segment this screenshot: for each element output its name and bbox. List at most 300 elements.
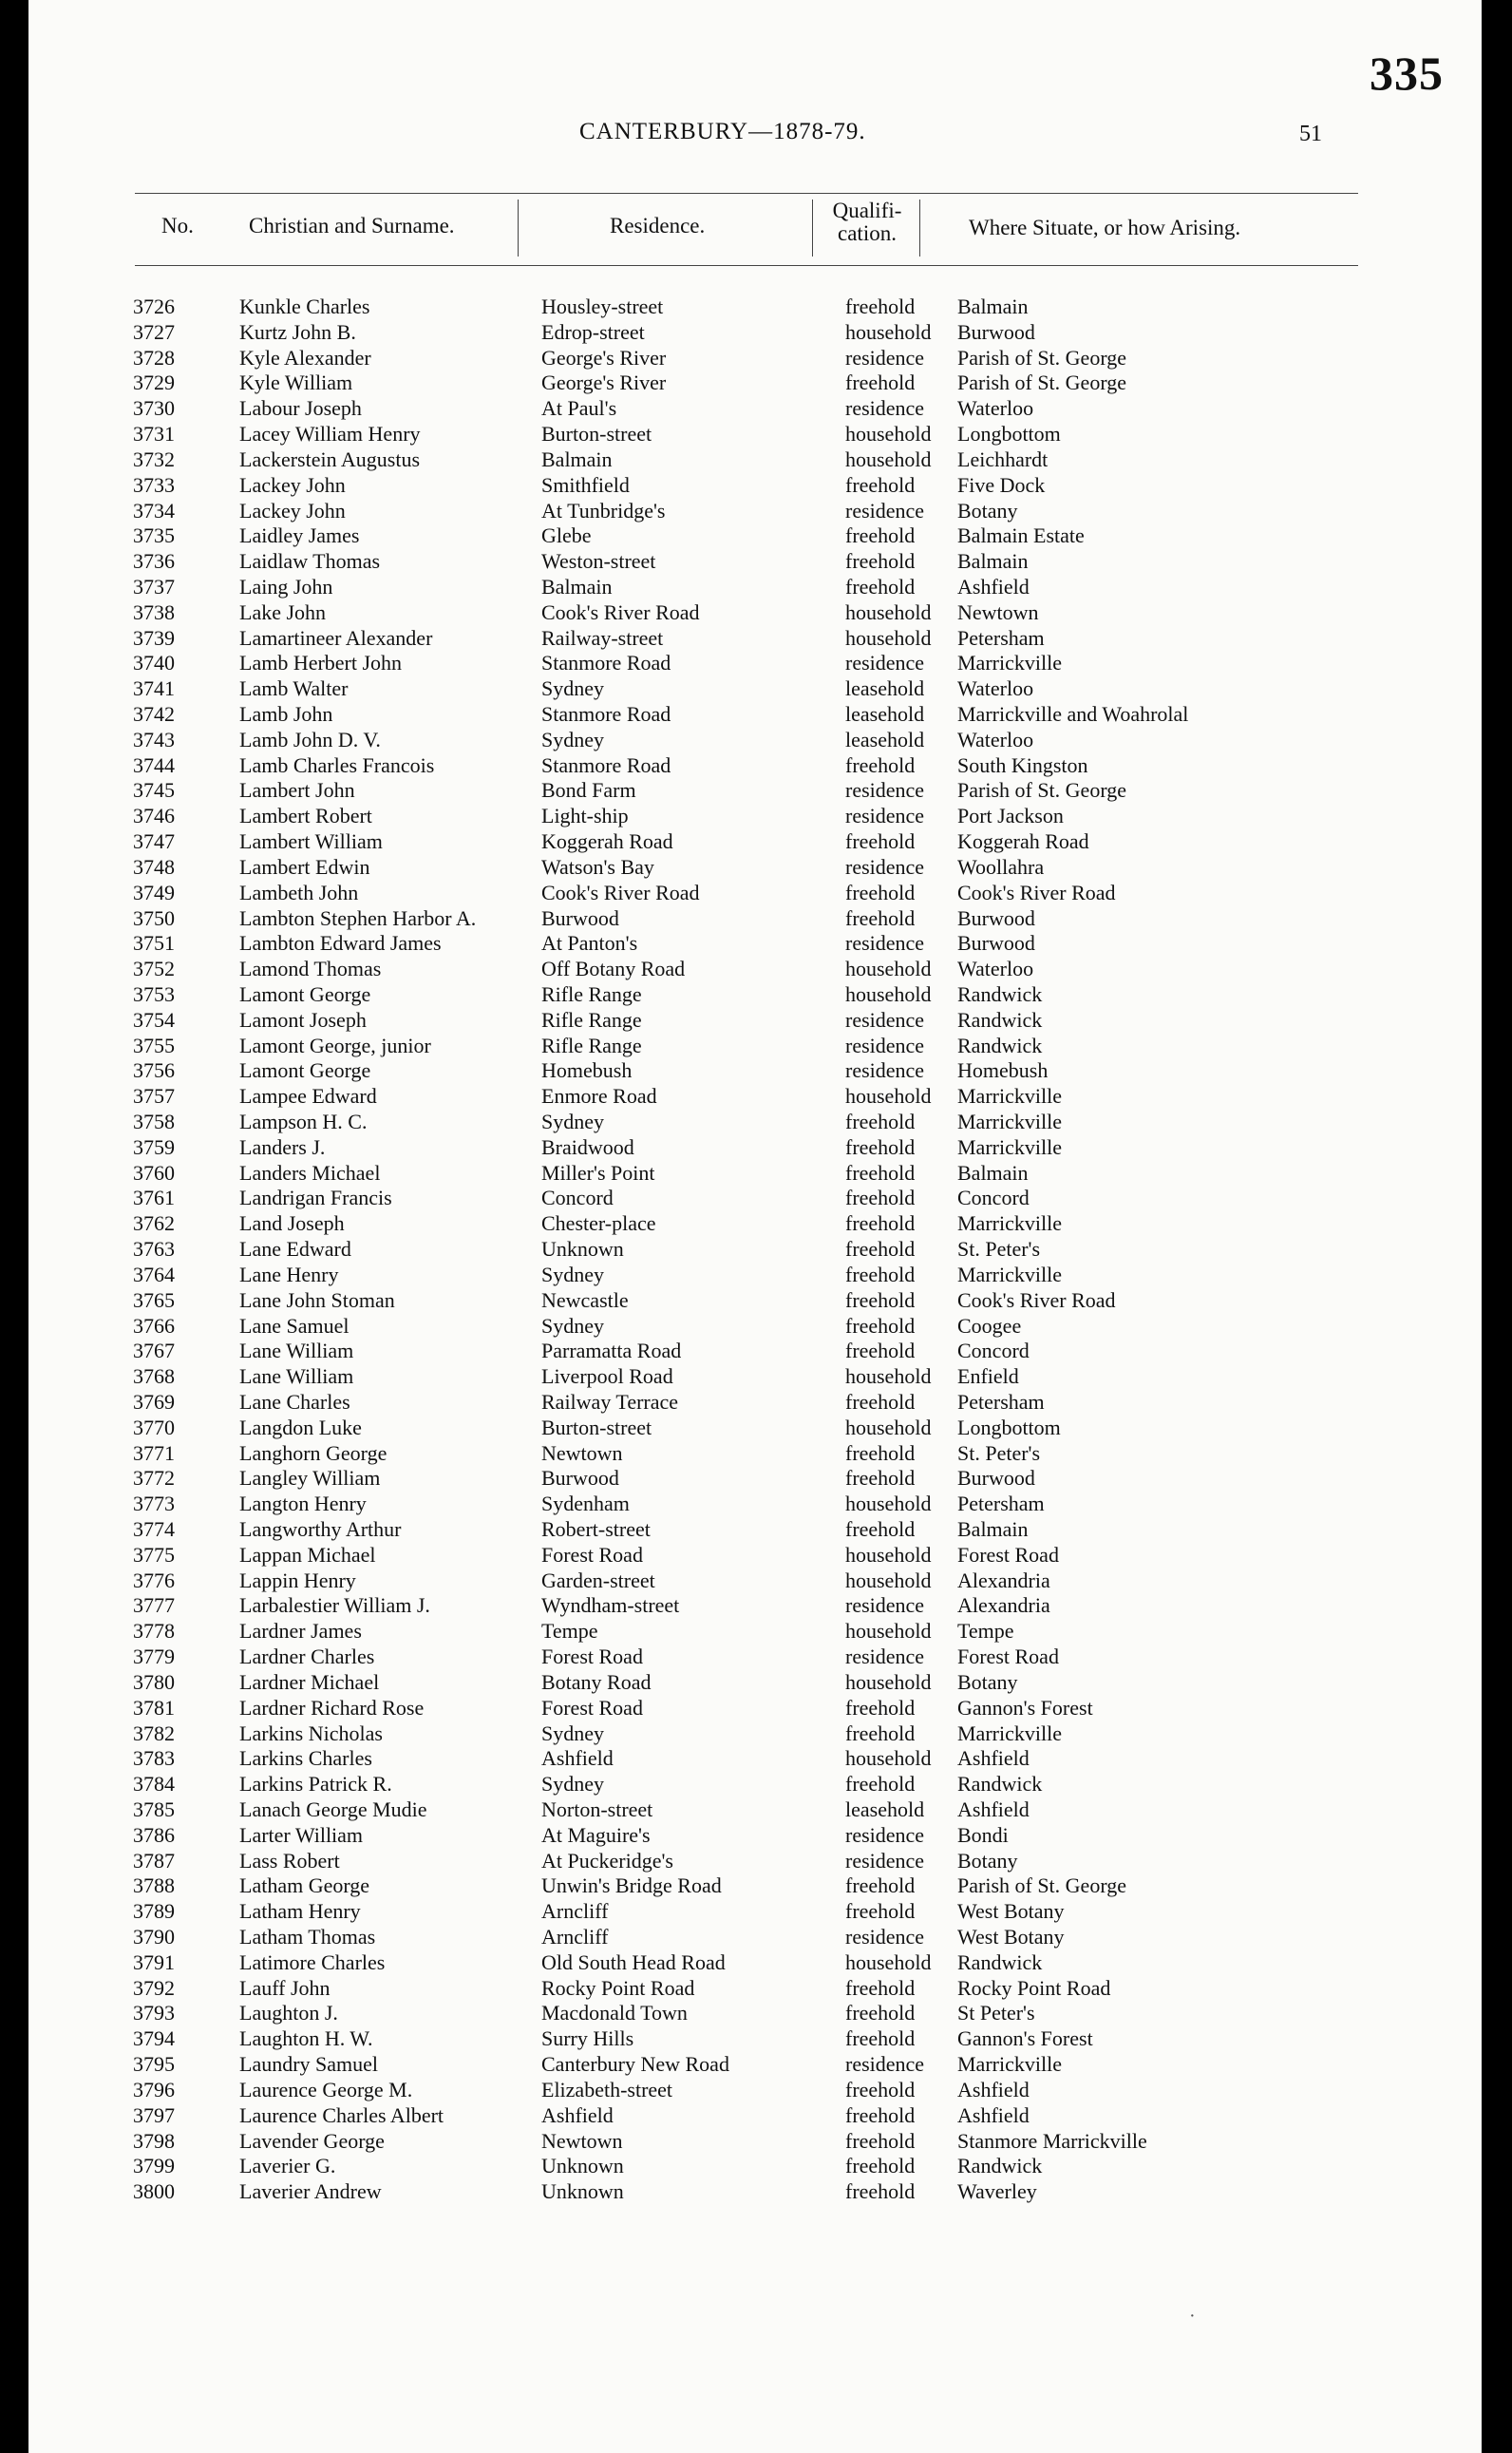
residence: Sydney xyxy=(541,1772,604,1797)
where-situate: Ashfield xyxy=(957,574,1030,599)
entry-number: 3732 xyxy=(133,447,175,471)
where-situate: Port Jackson xyxy=(957,804,1064,828)
entry-number: 3798 xyxy=(133,2128,175,2153)
qualification: household xyxy=(845,422,932,447)
table-row xyxy=(133,499,1396,524)
elector-name: Lane John Stoman xyxy=(239,1287,395,1312)
elector-name: Kurtz John B. xyxy=(239,319,356,344)
residence: Elizabeth-street xyxy=(541,2077,673,2101)
residence: Braidwood xyxy=(541,1134,634,1159)
table-row xyxy=(133,1008,1396,1034)
elector-name: Langworthy Arthur xyxy=(239,1517,402,1541)
qualification: residence xyxy=(845,1058,925,1083)
where-situate: Marrickville xyxy=(957,1110,1062,1133)
qualification: freehold xyxy=(845,1211,916,1236)
residence: Rifle Range xyxy=(541,1033,642,1057)
table-row xyxy=(133,1849,1396,1874)
table-row xyxy=(133,2052,1396,2078)
residence: Balmain xyxy=(541,574,613,599)
elector-name: Langton Henry xyxy=(239,1492,367,1516)
elector-name: Laundry Samuel xyxy=(239,2052,379,2077)
entry-number: 3741 xyxy=(133,676,175,701)
elector-name: Lamb Herbert John xyxy=(239,651,403,675)
entry-number: 3780 xyxy=(133,1669,175,1694)
entry-number: 3734 xyxy=(133,498,175,523)
entry-number: 3800 xyxy=(133,2179,175,2204)
elector-name: Lambert Robert xyxy=(239,804,372,828)
table-row xyxy=(133,651,1396,676)
entry-number: 3774 xyxy=(133,1517,175,1541)
qualification: household xyxy=(845,957,932,981)
entry-number: 3784 xyxy=(133,1772,175,1797)
entry-number: 3747 xyxy=(133,829,175,854)
entry-number: 3738 xyxy=(133,599,175,624)
residence: At Puckeridge's xyxy=(541,1848,673,1873)
elector-name: Laurence George M. xyxy=(239,2077,413,2101)
residence: Unknown xyxy=(541,2179,624,2204)
elector-name: Lambert William xyxy=(239,829,383,854)
qualification: leasehold xyxy=(845,1797,925,1821)
table-row xyxy=(133,1950,1396,1976)
qualification: household xyxy=(845,599,932,624)
where-situate: Petersham xyxy=(957,625,1045,650)
table-row xyxy=(133,549,1396,575)
table-row xyxy=(133,906,1396,932)
residence: Watson's Bay xyxy=(541,854,654,879)
qualification: freehold xyxy=(845,1695,916,1720)
where-situate: Balmain xyxy=(957,295,1029,318)
where-situate: Five Dock xyxy=(957,472,1046,497)
residence: Homebush xyxy=(541,1058,633,1083)
entry-number: 3776 xyxy=(133,1568,175,1592)
header-rule-bottom xyxy=(135,265,1358,266)
where-situate: Marrickville xyxy=(957,2052,1062,2077)
qualification: freehold xyxy=(845,1721,916,1745)
where-situate: Marrickville xyxy=(957,1721,1062,1745)
table-row xyxy=(133,2078,1396,2103)
qualification: freehold xyxy=(845,2077,916,2101)
entry-number: 3790 xyxy=(133,1925,175,1949)
table-row xyxy=(133,1492,1396,1517)
table-row xyxy=(133,1263,1396,1288)
table-row xyxy=(133,422,1396,447)
qualification: freehold xyxy=(845,574,916,599)
residence: Burton-street xyxy=(541,422,652,447)
table-row xyxy=(133,2179,1396,2205)
table-row xyxy=(133,371,1396,396)
where-situate: St. Peter's xyxy=(957,1237,1041,1262)
where-situate: Parish of St. George xyxy=(957,345,1127,370)
residence: Sydney xyxy=(541,1262,604,1286)
elector-name: Lambeth John xyxy=(239,880,359,904)
header-rule-top xyxy=(135,193,1358,194)
table-row xyxy=(133,2026,1396,2052)
header-qualification: Qualifi- cation. xyxy=(832,199,902,245)
elector-name: Latham Thomas xyxy=(239,1925,376,1949)
elector-name: Lamb Walter xyxy=(239,676,349,701)
entry-number: 3771 xyxy=(133,1440,175,1465)
residence: Garden-street xyxy=(541,1568,655,1592)
qualification: freehold xyxy=(845,2179,916,2204)
entry-number: 3770 xyxy=(133,1415,175,1439)
entry-number: 3755 xyxy=(133,1033,175,1057)
residence: Newcastle xyxy=(541,1287,629,1312)
table-row xyxy=(133,1314,1396,1340)
qualification: residence xyxy=(845,1033,925,1057)
qualification: household xyxy=(845,625,932,650)
where-situate: Longbottom xyxy=(957,422,1061,447)
entry-number: 3792 xyxy=(133,1975,175,2000)
qualification: household xyxy=(845,1568,932,1592)
qualification: household xyxy=(845,1619,932,1644)
entry-number: 3768 xyxy=(133,1364,175,1389)
elector-name: Latham Henry xyxy=(239,1899,361,1924)
header-where: Where Situate, or how Arising. xyxy=(969,216,1241,239)
residence: At Paul's xyxy=(541,396,617,421)
elector-name: Lanach George Mudie xyxy=(239,1797,427,1821)
elector-name: Lane Henry xyxy=(239,1262,339,1286)
qualification: freehold xyxy=(845,1873,916,1898)
residence: Stanmore Road xyxy=(541,651,671,675)
elector-name: Laverier G. xyxy=(239,2154,336,2178)
table-row xyxy=(133,1211,1396,1237)
residence: Forest Road xyxy=(541,1542,643,1567)
qualification: residence xyxy=(845,1822,925,1847)
qualification: residence xyxy=(845,396,925,421)
table-row xyxy=(133,1593,1396,1619)
entry-number: 3731 xyxy=(133,422,175,447)
where-situate: Parish of St. George xyxy=(957,778,1127,803)
where-situate: Parish of St. George xyxy=(957,1873,1127,1898)
where-situate: Balmain xyxy=(957,1517,1029,1541)
qualification: freehold xyxy=(845,2102,916,2127)
table-row xyxy=(133,1034,1396,1059)
where-situate: Burwood xyxy=(957,319,1035,344)
where-situate: Marrickville xyxy=(957,1084,1062,1109)
table-row xyxy=(133,1084,1396,1110)
elector-name: Kyle Alexander xyxy=(239,345,371,370)
where-situate: Randwick xyxy=(957,981,1043,1006)
page-number: 51 xyxy=(1299,122,1322,146)
entry-number: 3743 xyxy=(133,727,175,751)
table-row xyxy=(133,600,1396,626)
qualification: residence xyxy=(845,778,925,803)
where-situate: Burwood xyxy=(957,1466,1035,1491)
elector-name: Laughton J. xyxy=(239,2001,338,2025)
table-row xyxy=(133,1696,1396,1721)
table-row xyxy=(133,982,1396,1008)
elector-name: Larter William xyxy=(239,1822,364,1847)
elector-name: Landers J. xyxy=(239,1134,326,1159)
where-situate: West Botany xyxy=(957,1899,1065,1924)
table-row xyxy=(133,1288,1396,1314)
qualification: freehold xyxy=(845,1772,916,1797)
table-row xyxy=(133,1976,1396,2002)
residence: Arncliff xyxy=(541,1925,609,1949)
residence: Stanmore Road xyxy=(541,752,671,777)
qualification: household xyxy=(845,1669,932,1694)
residence: Off Botany Road xyxy=(541,957,686,981)
where-situate: Balmain xyxy=(957,1160,1029,1185)
table-row xyxy=(133,829,1396,855)
where-situate: Randwick xyxy=(957,1772,1043,1797)
entry-number: 3762 xyxy=(133,1211,175,1236)
residence: Enmore Road xyxy=(541,1084,657,1109)
elector-name: Lackey John xyxy=(239,472,346,497)
entry-number: 3775 xyxy=(133,1542,175,1567)
elector-name: Lake John xyxy=(239,599,327,624)
residence: Bond Farm xyxy=(541,778,636,803)
residence: Weston-street xyxy=(541,549,656,574)
qualification: residence xyxy=(845,854,925,879)
header-no: No. xyxy=(161,214,194,238)
elector-name: Lambert Edwin xyxy=(239,854,370,879)
residence: Balmain xyxy=(541,447,613,471)
where-situate: Alexandria xyxy=(957,1568,1050,1592)
elector-name: Lauff John xyxy=(239,1975,331,2000)
table-row xyxy=(133,728,1396,753)
qualification: household xyxy=(845,1084,932,1109)
where-situate: Balmain xyxy=(957,549,1029,574)
elector-name: Laing John xyxy=(239,574,333,599)
elector-name: Lackey John xyxy=(239,498,346,523)
where-situate: West Botany xyxy=(957,1925,1065,1949)
residence: Forest Road xyxy=(541,1695,643,1720)
qualification: residence xyxy=(845,1848,925,1873)
where-situate: Marrickville xyxy=(957,1134,1062,1159)
entry-number: 3739 xyxy=(133,625,175,650)
table-row xyxy=(133,1416,1396,1441)
qualification: freehold xyxy=(845,1440,916,1465)
entry-number: 3782 xyxy=(133,1721,175,1745)
qualification: freehold xyxy=(845,1237,916,1262)
elector-name: Larkins Patrick R. xyxy=(239,1772,392,1797)
residence: Housley-street xyxy=(541,295,664,318)
elector-name: Lardner James xyxy=(239,1619,362,1644)
where-situate: Botany xyxy=(957,1669,1018,1694)
column-divider xyxy=(919,200,920,257)
where-situate: Leichhardt xyxy=(957,447,1049,471)
entry-number: 3748 xyxy=(133,854,175,879)
where-situate: Newtown xyxy=(957,599,1039,624)
where-situate: Botany xyxy=(957,498,1018,523)
entry-number: 3759 xyxy=(133,1134,175,1159)
elector-name: Landrigan Francis xyxy=(239,1186,392,1210)
residence: Concord xyxy=(541,1186,614,1210)
residence: Tempe xyxy=(541,1619,598,1644)
entry-number: 3763 xyxy=(133,1237,175,1262)
where-situate: Waverley xyxy=(957,2179,1037,2204)
entry-number: 3752 xyxy=(133,957,175,981)
where-situate: Woollahra xyxy=(957,854,1045,879)
qualification: household xyxy=(845,1542,932,1567)
table-row xyxy=(133,1823,1396,1849)
where-situate: Homebush xyxy=(957,1058,1049,1083)
residence: Sydney xyxy=(541,727,604,751)
entry-number: 3744 xyxy=(133,752,175,777)
elector-name: Laughton H. W. xyxy=(239,2026,373,2051)
entry-number: 3788 xyxy=(133,1873,175,1898)
table-row xyxy=(133,1186,1396,1211)
entry-number: 3779 xyxy=(133,1645,175,1669)
qualification: freehold xyxy=(845,1899,916,1924)
qualification: freehold xyxy=(845,1186,916,1210)
qualification: freehold xyxy=(845,1389,916,1414)
entry-number: 3746 xyxy=(133,804,175,828)
qualification: household xyxy=(845,981,932,1006)
elector-name: Lane William xyxy=(239,1364,354,1389)
residence: Sydney xyxy=(541,1721,604,1745)
table-row xyxy=(133,1746,1396,1772)
where-situate: Koggerah Road xyxy=(957,829,1089,854)
elector-name: Lambton Stephen Harbor A. xyxy=(239,905,477,930)
residence: Edrop-street xyxy=(541,319,645,344)
where-situate: Bondi xyxy=(957,1822,1009,1847)
table-row xyxy=(133,523,1396,549)
table-row xyxy=(133,1543,1396,1569)
residence: Unknown xyxy=(541,1237,624,1262)
table-row xyxy=(133,1110,1396,1135)
entry-number: 3795 xyxy=(133,2052,175,2077)
where-situate: South Kingston xyxy=(957,752,1088,777)
entry-number: 3735 xyxy=(133,523,175,548)
table-row xyxy=(133,2154,1396,2179)
residence: Newtown xyxy=(541,2128,623,2153)
where-situate: Marrickville xyxy=(957,1262,1062,1286)
table-row xyxy=(133,295,1396,320)
where-situate: Petersham xyxy=(957,1389,1045,1414)
qualification: freehold xyxy=(845,1517,916,1541)
entry-number: 3785 xyxy=(133,1797,175,1821)
elector-name: Land Joseph xyxy=(239,1211,345,1236)
where-situate: Ashfield xyxy=(957,2077,1030,2101)
entry-number: 3789 xyxy=(133,1899,175,1924)
entry-number: 3745 xyxy=(133,778,175,803)
residence: Rocky Point Road xyxy=(541,1975,695,2000)
qualification: household xyxy=(845,319,932,344)
elector-name: Kunkle Charles xyxy=(239,295,370,318)
elector-name: Lass Robert xyxy=(239,1848,340,1873)
where-situate: Enfield xyxy=(957,1364,1019,1389)
qualification: freehold xyxy=(845,2128,916,2153)
elector-name: Lardner Charles xyxy=(239,1645,375,1669)
where-situate: Cook's River Road xyxy=(957,880,1116,904)
elector-name: Laidley James xyxy=(239,523,360,548)
residence: Norton-street xyxy=(541,1797,653,1821)
residence: Glebe xyxy=(541,523,592,548)
table-row xyxy=(133,2129,1396,2155)
residence: George's River xyxy=(541,371,667,395)
entry-number: 3749 xyxy=(133,880,175,904)
table-row xyxy=(133,1339,1396,1364)
residence: Railway-street xyxy=(541,625,664,650)
where-situate: Longbottom xyxy=(957,1415,1061,1439)
table-row xyxy=(133,1873,1396,1899)
elector-name: Larkins Charles xyxy=(239,1746,372,1771)
table-row xyxy=(133,1670,1396,1696)
header-residence: Residence. xyxy=(610,214,706,238)
table-row xyxy=(133,1645,1396,1670)
table-row xyxy=(133,396,1396,422)
where-situate: Marrickville xyxy=(957,1211,1062,1236)
table-row xyxy=(133,346,1396,371)
elector-name: Lamont George, junior xyxy=(239,1033,431,1057)
entry-number: 3764 xyxy=(133,1262,175,1286)
residence: Burwood xyxy=(541,1466,619,1491)
elector-name: Lamont Joseph xyxy=(239,1007,367,1032)
table-row xyxy=(133,778,1396,804)
qualification: residence xyxy=(845,1645,925,1669)
header-name: Christian and Surname. xyxy=(249,214,455,238)
elector-name: Latimore Charles xyxy=(239,1949,386,1974)
elector-name: Lane Edward xyxy=(239,1237,351,1262)
qualification: residence xyxy=(845,1925,925,1949)
qualification: freehold xyxy=(845,1262,916,1286)
qualification: residence xyxy=(845,1593,925,1618)
entry-number: 3796 xyxy=(133,2077,175,2101)
entry-number: 3772 xyxy=(133,1466,175,1491)
table-row xyxy=(133,2001,1396,2026)
elector-name: Lambton Edward James xyxy=(239,931,442,956)
table-row xyxy=(133,320,1396,346)
qualification: household xyxy=(845,1415,932,1439)
elector-name: Lacey William Henry xyxy=(239,422,421,447)
where-situate: Cook's River Road xyxy=(957,1287,1116,1312)
where-situate: Petersham xyxy=(957,1492,1045,1516)
table-row xyxy=(133,1797,1396,1823)
residence: Parramatta Road xyxy=(541,1339,682,1363)
entry-number: 3754 xyxy=(133,1007,175,1032)
qualification: freehold xyxy=(845,549,916,574)
residence: Ashfield xyxy=(541,1746,614,1771)
qualification: household xyxy=(845,1492,932,1516)
qualification: leasehold xyxy=(845,727,925,751)
where-situate: Ashfield xyxy=(957,1797,1030,1821)
where-situate: Alexandria xyxy=(957,1593,1050,1618)
qualification: household xyxy=(845,447,932,471)
qualification: freehold xyxy=(845,1287,916,1312)
where-situate: Randwick xyxy=(957,1949,1043,1974)
residence: At Maguire's xyxy=(541,1822,651,1847)
entry-number: 3727 xyxy=(133,319,175,344)
where-situate: St. Peter's xyxy=(957,1440,1041,1465)
entry-number: 3730 xyxy=(133,396,175,421)
elector-name: Lardner Richard Rose xyxy=(239,1695,425,1720)
residence: Newtown xyxy=(541,1440,623,1465)
entry-number: 3758 xyxy=(133,1110,175,1133)
qualification: freehold xyxy=(845,1975,916,2000)
residence: Koggerah Road xyxy=(541,829,673,854)
residence: Cook's River Road xyxy=(541,599,700,624)
qualification: freehold xyxy=(845,2026,916,2051)
where-situate: Ashfield xyxy=(957,2102,1030,2127)
elector-name: Larbalestier William J. xyxy=(239,1593,430,1618)
table-row xyxy=(133,702,1396,728)
residence: Cook's River Road xyxy=(541,880,700,904)
residence: Sydney xyxy=(541,1313,604,1338)
table-row xyxy=(133,1899,1396,1925)
residence: Unwin's Bridge Road xyxy=(541,1873,722,1898)
where-situate: Waterloo xyxy=(957,396,1034,421)
where-situate: Waterloo xyxy=(957,676,1034,701)
elector-name: Lamb John xyxy=(239,702,333,726)
entry-number: 3799 xyxy=(133,2154,175,2178)
where-situate: Concord xyxy=(957,1339,1030,1363)
entry-number: 3751 xyxy=(133,931,175,956)
elector-name: Langhorn George xyxy=(239,1440,387,1465)
residence: Arncliff xyxy=(541,1899,609,1924)
elector-name: Lane Samuel xyxy=(239,1313,350,1338)
